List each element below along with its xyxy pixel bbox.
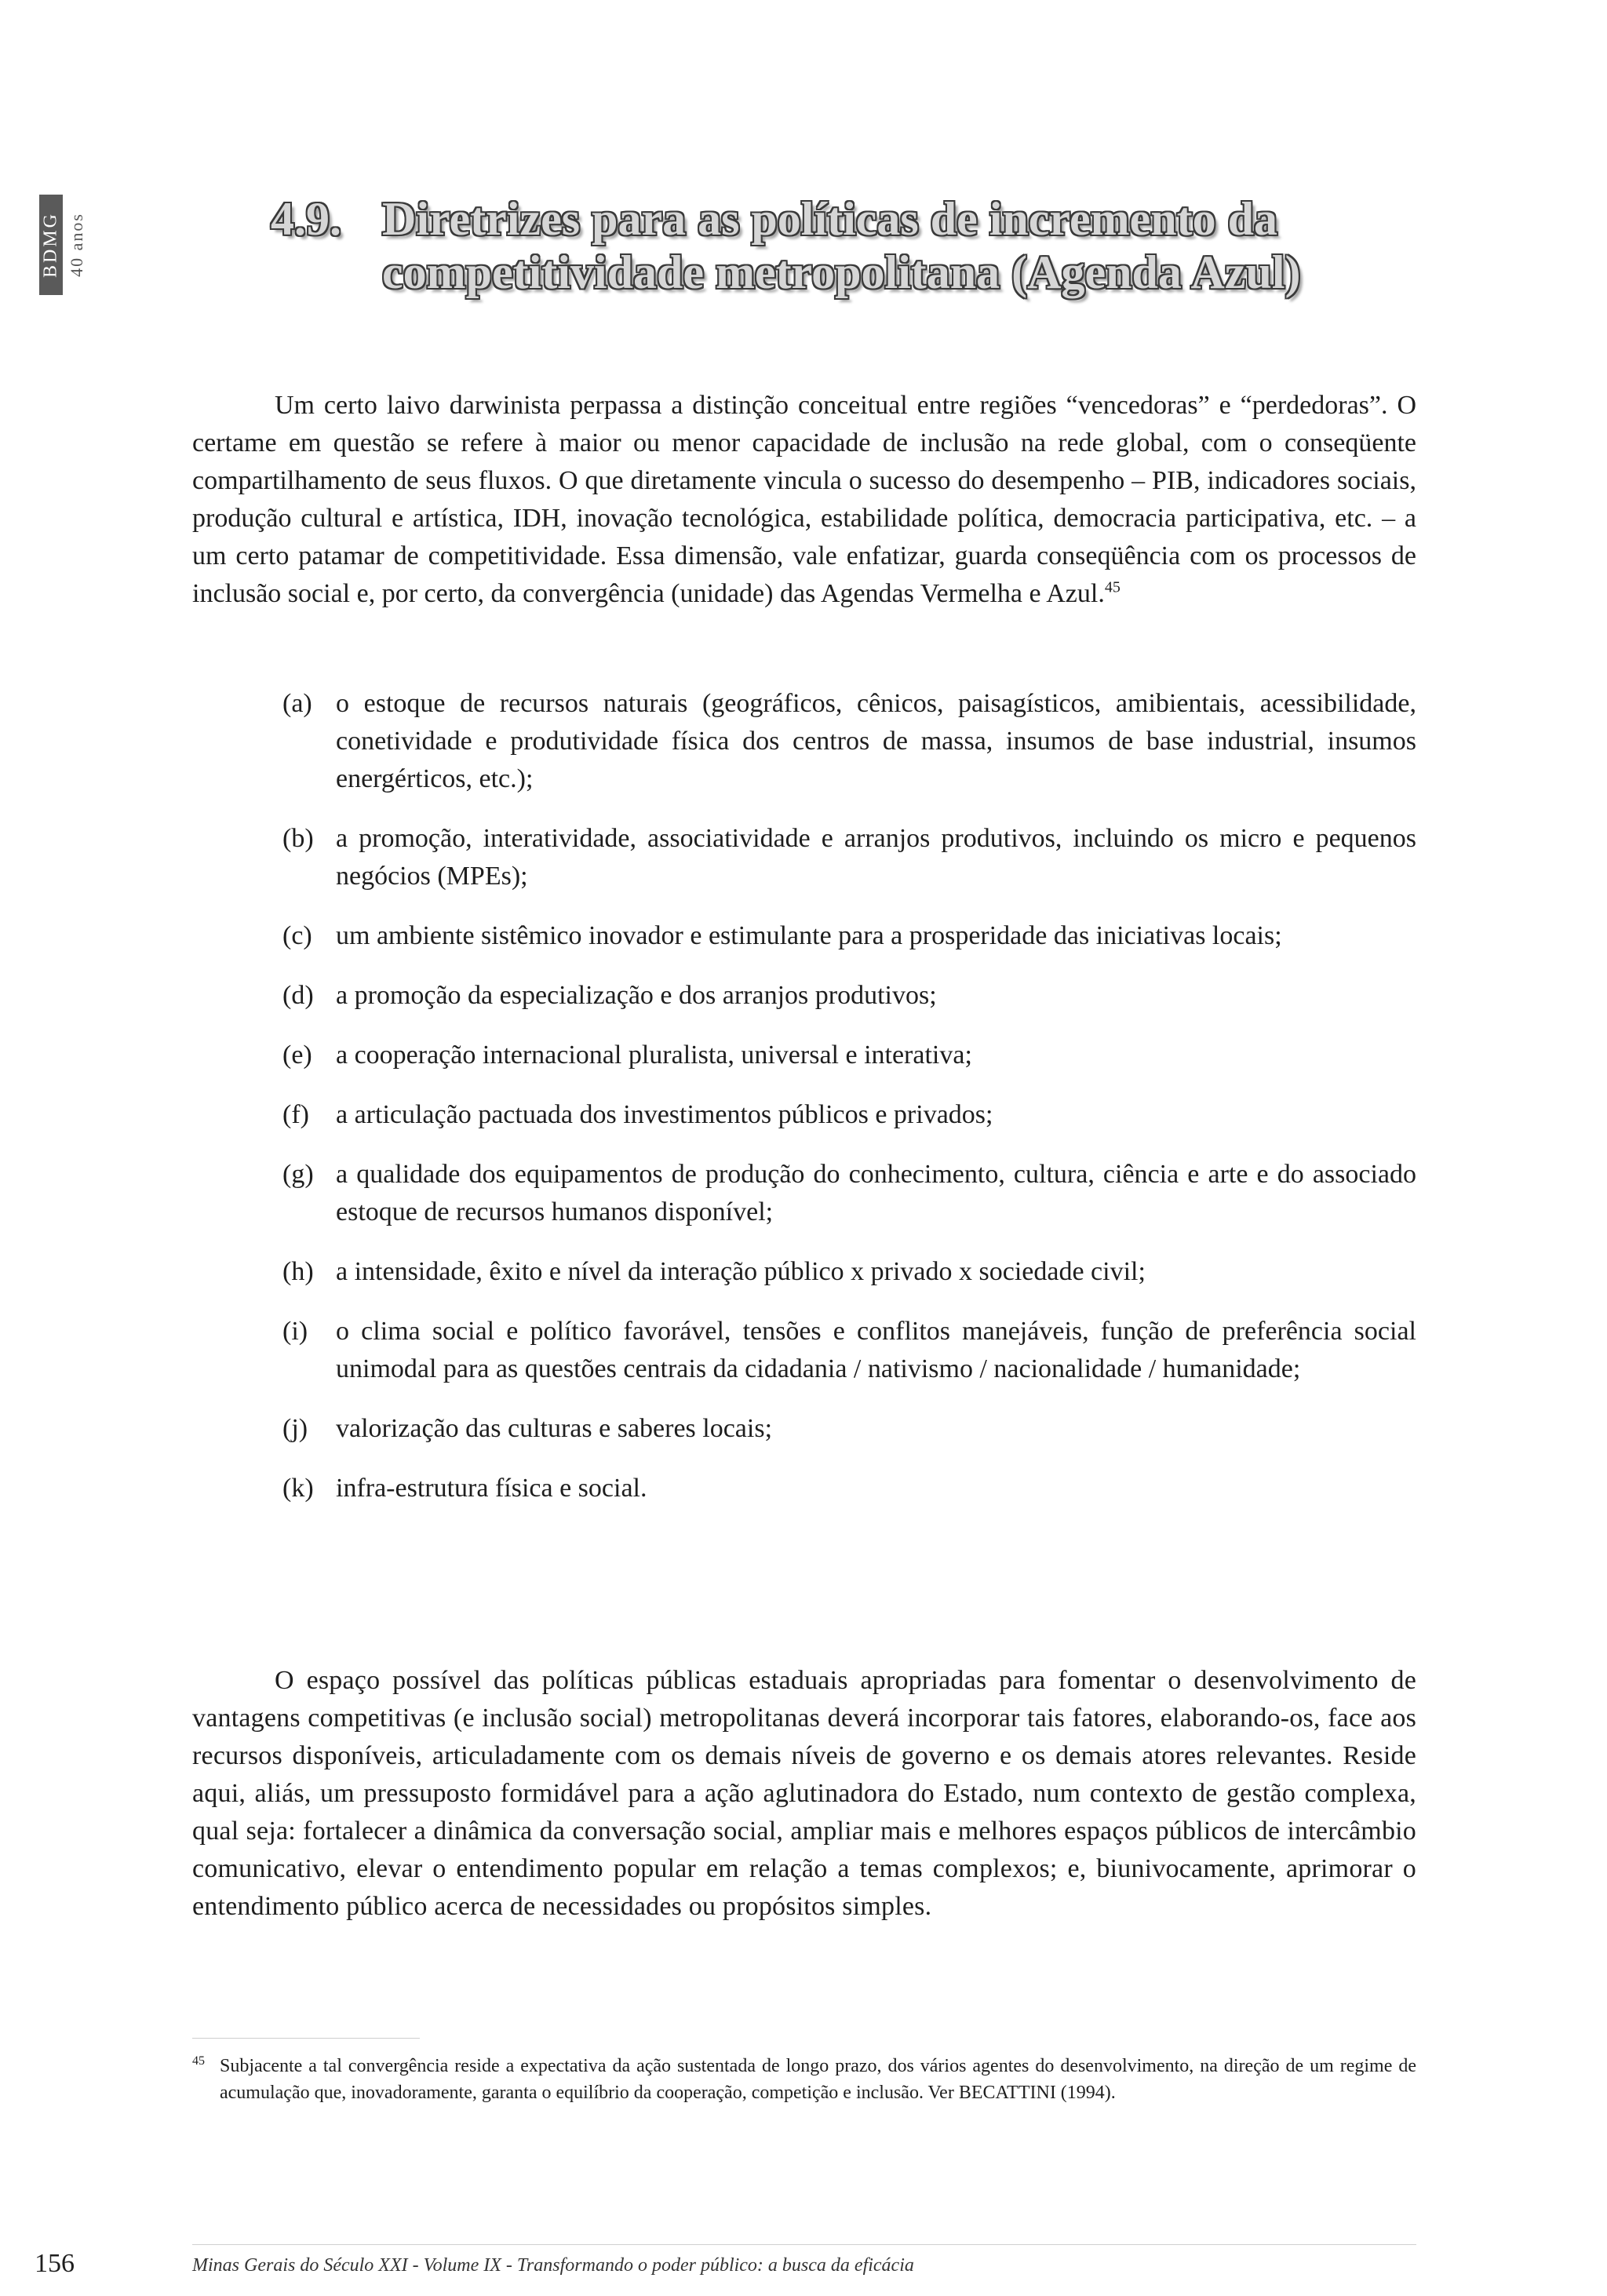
list-item-label: (j) bbox=[282, 1414, 308, 1443]
list-item-text: um ambiente sistêmico inovador e estimulante para a prosperidade das iniciativas locais; bbox=[336, 921, 1282, 950]
brand-tab bbox=[39, 195, 63, 295]
list-item-label: (h) bbox=[282, 1257, 314, 1286]
list-item-text: a qualidade dos equipamentos de produção do conhecimento, cultura, ciência e arte e do associado estoque de recursos humanos disponível; bbox=[336, 1160, 1416, 1226]
footnote-text: Subjacente a tal convergência reside a expectativa da ação sustentada de longo prazo, dos vários agentes do desenvolvimento, na direção de um regime de acumulação que, inovadoramente, garanta o equilíbrio da cooperação, competição e inclusão. Ver BECATTINI (1994). bbox=[220, 2056, 1416, 2103]
list-item-label: (g) bbox=[282, 1160, 314, 1189]
page-number: 156 bbox=[35, 2249, 75, 2278]
running-title: Minas Gerais do Século XXI - Volume IX - Transformando o poder público: a busca da eficácia bbox=[192, 2255, 914, 2276]
footnote-number: 45 bbox=[192, 2054, 205, 2068]
footnote-reference[interactable]: 45 bbox=[1104, 578, 1121, 596]
intro-paragraph bbox=[192, 387, 1416, 613]
list-item bbox=[282, 977, 1416, 1015]
anniversary-tab bbox=[66, 195, 88, 295]
list-item-text: o clima social e político favorável, tensões e conflitos manejáveis, função de preferência social unimodal para as questões centrais da cidadania / nativismo / nacionalidade / humanidade; bbox=[336, 1317, 1416, 1383]
list-item bbox=[282, 1313, 1416, 1388]
list-item-label: (e) bbox=[282, 1040, 312, 1070]
list-item bbox=[282, 917, 1416, 955]
anniversary-label: 40 anos bbox=[67, 213, 86, 277]
list-item bbox=[282, 1470, 1416, 1507]
section-number: 4.9. bbox=[271, 193, 341, 245]
footnote-divider bbox=[192, 2038, 420, 2039]
list-item bbox=[282, 1096, 1416, 1134]
brand-label: BDMG bbox=[40, 211, 61, 279]
list-item-label: (c) bbox=[282, 921, 312, 950]
list-item-text: infra-estrutura física e social. bbox=[336, 1474, 647, 1503]
footer-divider bbox=[192, 2244, 1416, 2245]
list-item-text: a cooperação internacional pluralista, universal e interativa; bbox=[336, 1040, 972, 1070]
factor-list bbox=[282, 685, 1416, 1529]
list-item bbox=[282, 820, 1416, 895]
list-item bbox=[282, 1410, 1416, 1448]
section-title-line-2: competitividade metropolitana (Agenda Azul) bbox=[382, 246, 1301, 298]
list-item-label: (b) bbox=[282, 824, 314, 853]
side-tab bbox=[35, 195, 88, 295]
list-item bbox=[282, 685, 1416, 798]
list-item-label: (f) bbox=[282, 1100, 309, 1129]
list-item-text: a intensidade, êxito e nível da interação público x privado x sociedade civil; bbox=[336, 1257, 1146, 1286]
conclusion-paragraph: O espaço possível das políticas públicas estaduais apropriadas para fomentar o desenvolvimento de vantagens competitivas (e inclusão social) metropolitanas deverá incorporar tais fatores, elaborando-os, face aos recursos disponíveis, articuladamente com os demais níveis de governo e os demais atores relevantes. Reside aqui, aliás, um pressuposto formidável para a ação aglutinadora do Estado, num contexto de gestão complexa, qual seja: fortalecer a dinâmica da conversação social, ampliar mais e melhores espaços públicos de intercâmbio comunicativo, elevar o entendimento popular em relação a temas complexos; e, biunivocamente, aprimorar o entendimento público acerca de necessidades ou propósitos simples. bbox=[192, 1666, 1416, 1921]
list-item-text: a promoção, interatividade, associatividade e arranjos produtivos, incluindo os micro e pequenos negócios (MPEs); bbox=[336, 824, 1416, 891]
list-item-label: (i) bbox=[282, 1317, 308, 1346]
list-item-label: (a) bbox=[282, 689, 312, 718]
list-item-text: a articulação pactuada dos investimentos públicos e privados; bbox=[336, 1100, 993, 1129]
intro-paragraph-text: Um certo laivo darwinista perpassa a distinção conceitual entre regiões “vencedoras” e “perdedoras”. O certame em questão se refere à maior ou menor capacidade de inclusão na rede global, com o conseqüente compartilhamento de seus fluxos. O que diretamente vincula o sucesso do desempenho – PIB, indicadores sociais, produção cultural e artística, IDH, inovação tecnológica, estabilidade política, democracia participativa, etc. – a um certo patamar de competitividade. Essa dimensão, vale enfatizar, guarda conseqüência com os processos de inclusão social e, por certo, da convergência (unidade) das Agendas Vermelha e Azul. bbox=[192, 391, 1416, 608]
list-item bbox=[282, 1253, 1416, 1291]
list-item bbox=[282, 1037, 1416, 1074]
list-item-label: (k) bbox=[282, 1474, 314, 1503]
footnote bbox=[192, 2053, 1416, 2106]
section-title-line-1: Diretrizes para as políticas de incremento da bbox=[382, 193, 1277, 245]
list-item-text: a promoção da especialização e dos arranjos produtivos; bbox=[336, 981, 937, 1010]
list-item bbox=[282, 1156, 1416, 1231]
list-item-text: o estoque de recursos naturais (geográficos, cênicos, paisagísticos, amibientais, acessibilidade, conetividade e produtividade física dos centros de massa, insumos de base industrial, insumos energérticos, etc.); bbox=[336, 689, 1416, 793]
list-item-text: valorização das culturas e saberes locais; bbox=[336, 1414, 773, 1443]
list-item-label: (d) bbox=[282, 981, 314, 1010]
